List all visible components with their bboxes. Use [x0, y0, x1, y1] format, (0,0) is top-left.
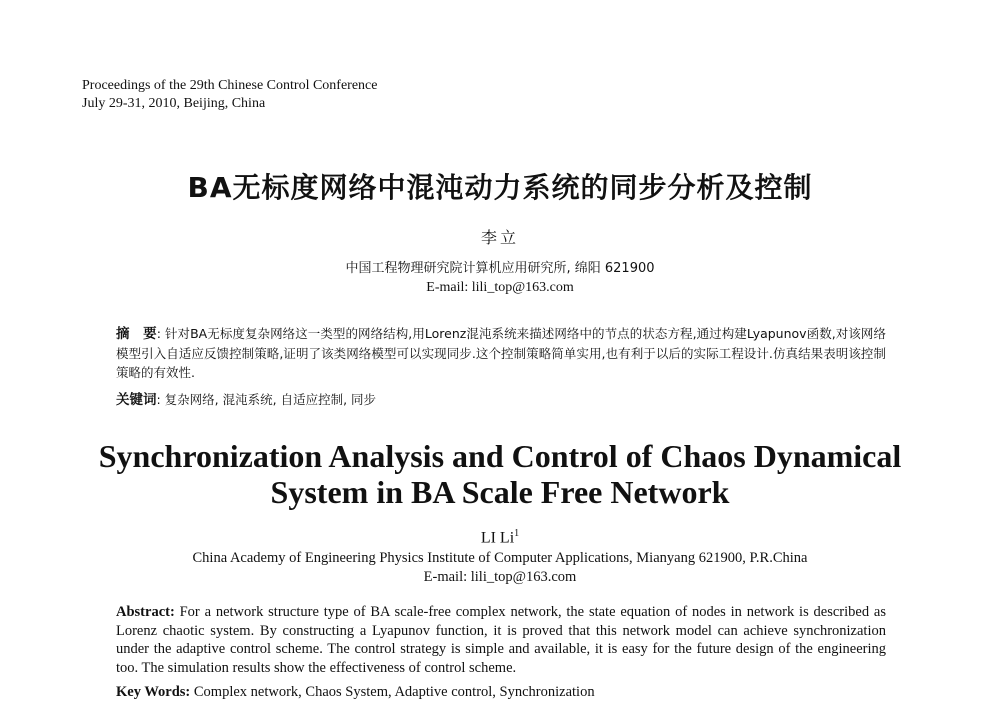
chinese-keywords-label: 关键词 — [116, 392, 157, 408]
english-abstract — [116, 603, 886, 677]
english-author-name: LI Li — [480, 529, 515, 547]
chinese-abstract — [116, 324, 886, 382]
chinese-affiliation: 中国工程物理研究院计算机应用研究所, 绵阳 621900 — [345, 261, 655, 276]
english-title — [0, 438, 1000, 510]
english-abstract-text: For a network structure type of BA scale-free complex network, the state equation of nodes in network is described as Lorenz chaotic system. By constructing a Lyapunov function, it is proved that this network model can achieve synchronization under the adaptive control scheme. The control strategy is simple and available, it is easy for the future design of the engineering too. The simulation results show the effectiveness of control scheme. — [116, 604, 886, 676]
english-abstract-label: Abstract: — [116, 604, 175, 620]
chinese-abstract-text: : 针对BA无标度复杂网络这一类型的网络结构,用Lorenz混沌系统来描述网络中的节点的状态方程,通过构建Lyapunov函数,对该网络模型引入自适应反馈控制策略,证明了该类网络模型可以实现同步.这个控制策略简单实用,也有利于以后的实际工程设计.仿真结果表明该控制策略的有效性. — [116, 326, 886, 380]
chinese-title: BA无标度网络中混沌动力系统的同步分析及控制 — [187, 171, 813, 204]
english-email: E-mail: lili_top@163.com — [423, 569, 577, 585]
chinese-affiliation-block — [0, 259, 1000, 297]
english-affiliation: China Academy of Engineering Physics Institute of Computer Applications, Mianyang 621900, P.R.China — [192, 550, 808, 566]
chinese-keywords-text: : 复杂网络, 混沌系统, 自适应控制, 同步 — [156, 392, 377, 407]
proceedings-header — [82, 77, 377, 113]
proceedings-line-2: July 29-31, 2010, Beijing, China — [82, 96, 266, 111]
english-title-line-1: Synchronization Analysis and Control of Chaos Dynamical — [98, 438, 902, 474]
english-author-superscript: 1 — [514, 528, 520, 539]
chinese-abstract-label: 摘 要 — [116, 326, 157, 342]
english-title-line-2: System in BA Scale Free Network — [270, 474, 730, 510]
chinese-author: 李立 — [480, 228, 519, 247]
english-author — [0, 528, 1000, 547]
english-affiliation-block — [0, 549, 1000, 587]
chinese-keywords — [116, 388, 376, 408]
proceedings-line-1: Proceedings of the 29th Chinese Control Conference — [82, 78, 378, 93]
chinese-email: E-mail: lili_top@163.com — [426, 280, 574, 295]
english-keywords-label: Key Words: — [116, 684, 191, 700]
english-keywords-text: Complex network, Chaos System, Adaptive control, Synchronization — [190, 684, 595, 700]
english-keywords — [116, 684, 595, 701]
